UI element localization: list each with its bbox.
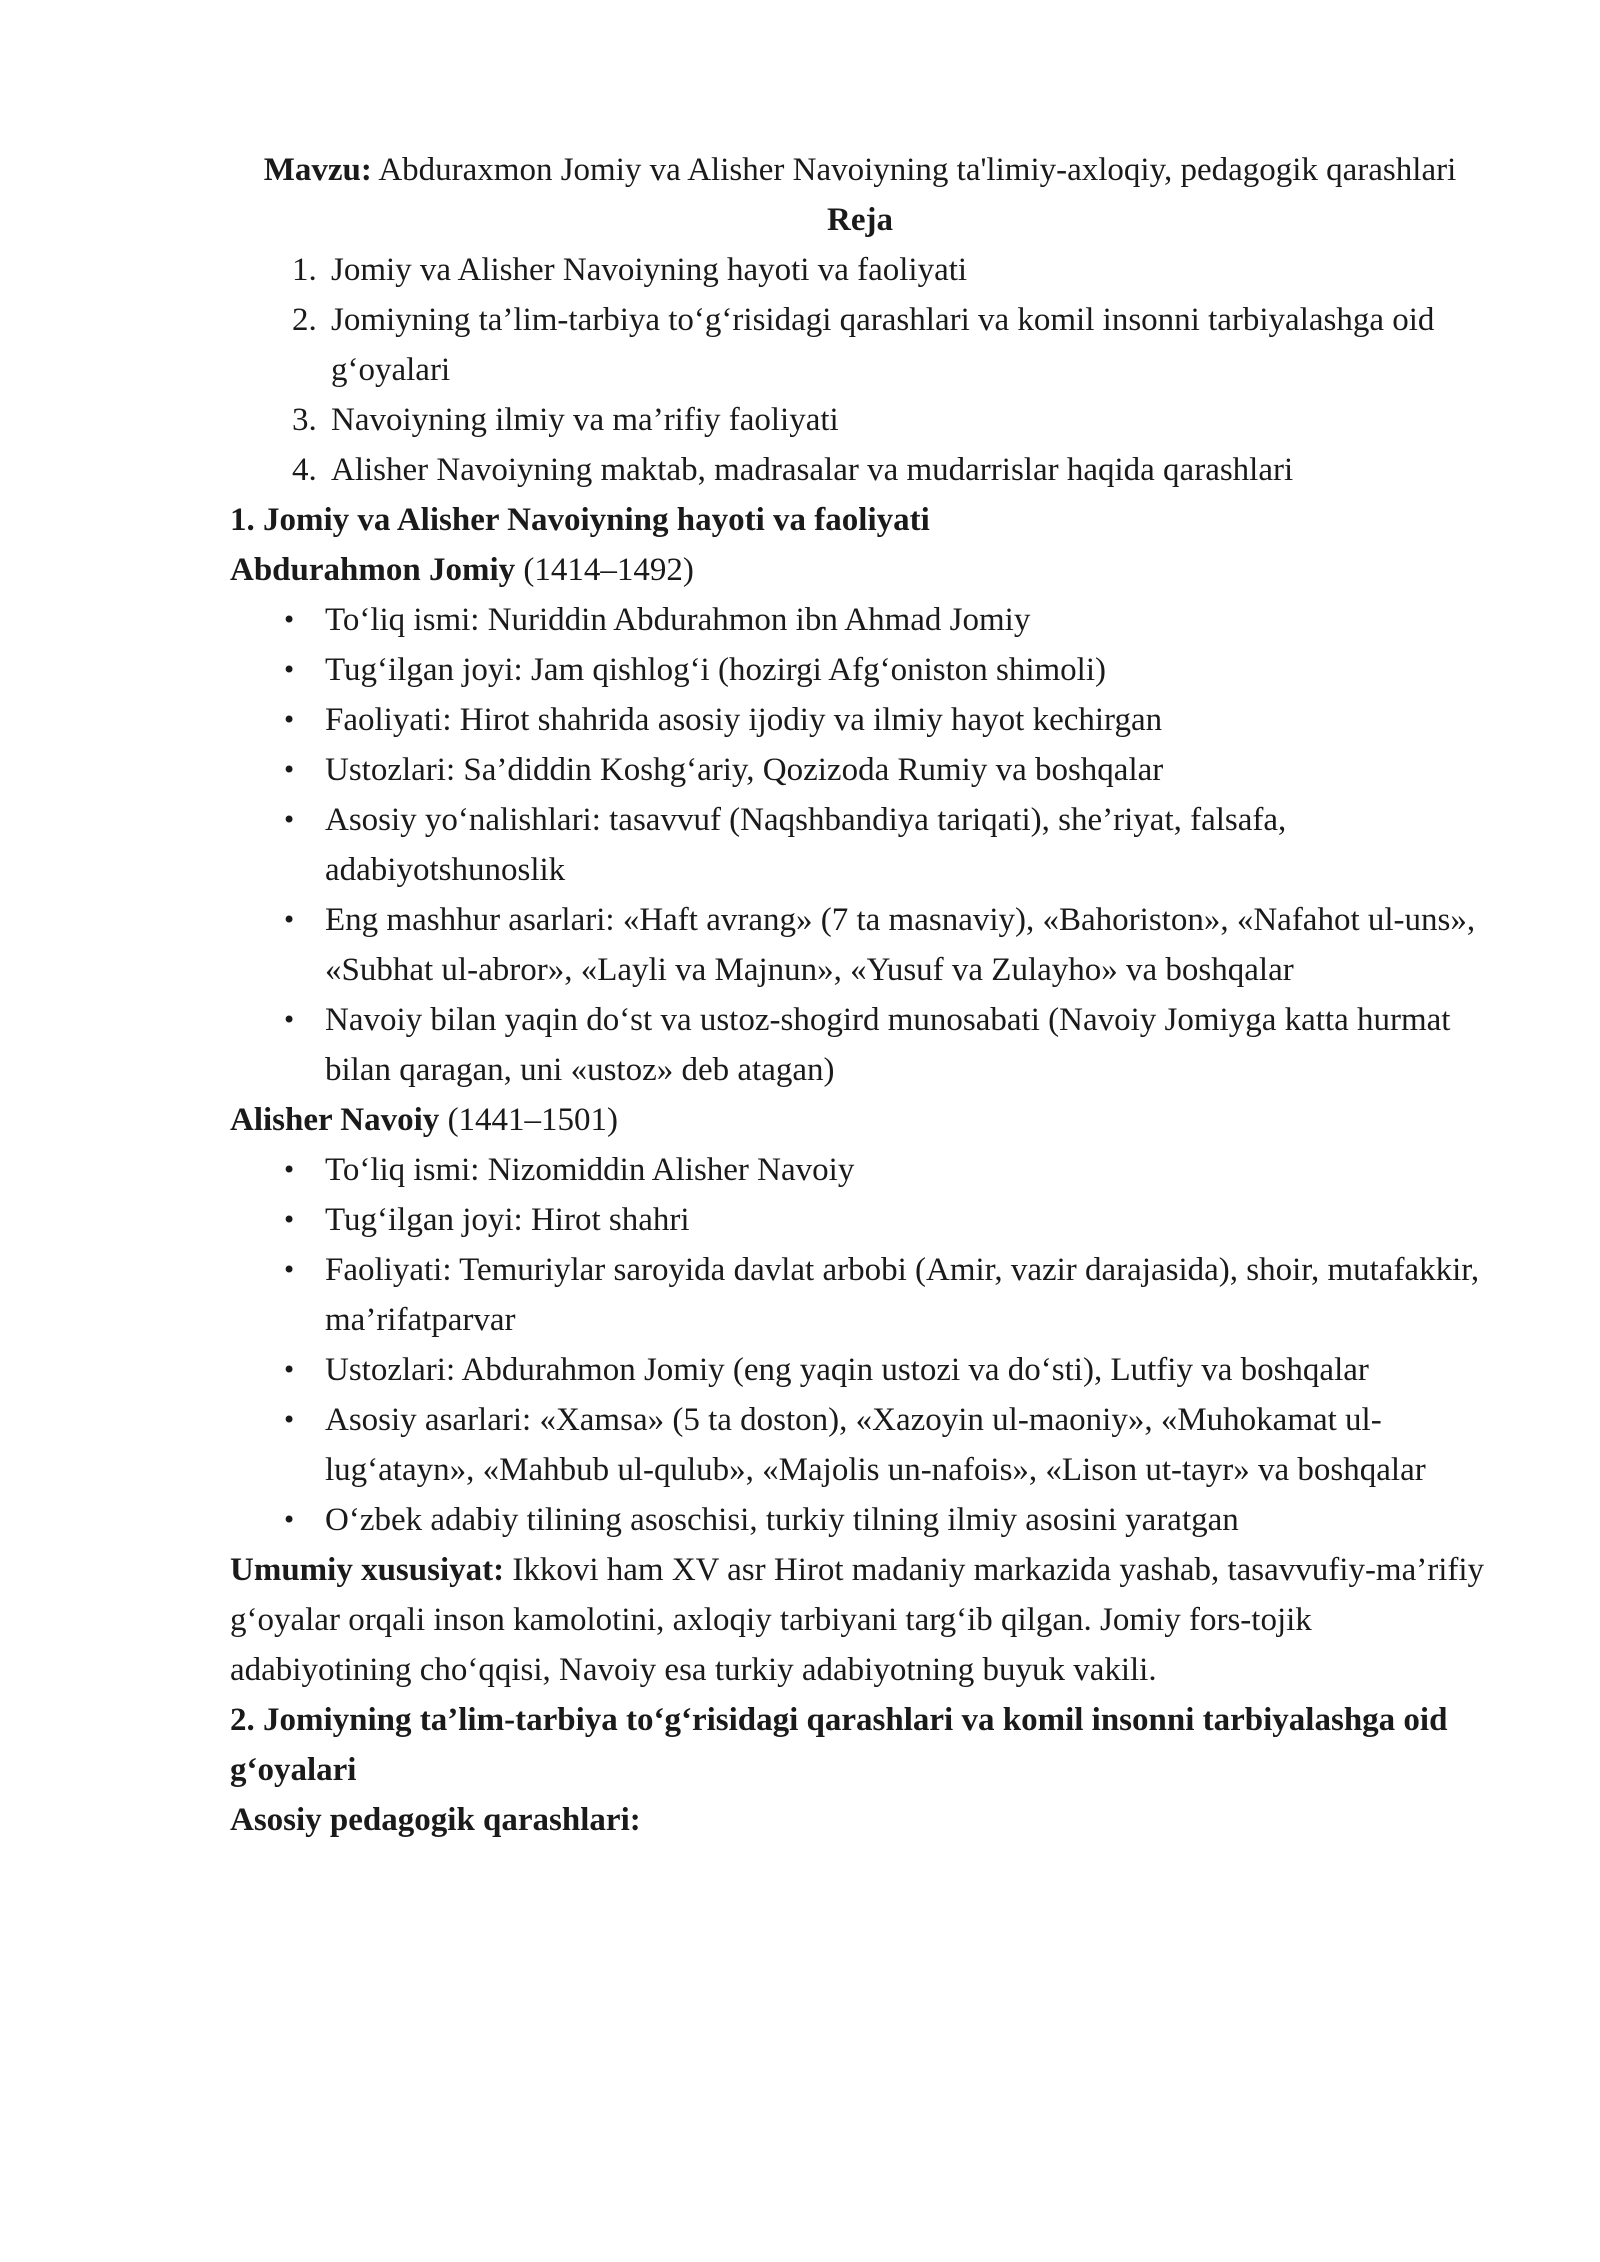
jomiy-years: (1414–1492): [515, 552, 694, 588]
list-item: • O‘zbek adabiy tilining asoschisi, turkiy tilning ilmiy asosini yaratgan: [325, 1495, 1490, 1545]
list-item: • Tug‘ilgan joyi: Jam qishlog‘i (hozirgi Afg‘oniston shimoli): [325, 645, 1490, 695]
document-body: [230, 145, 1490, 1845]
list-item: • Faoliyati: Temuriylar saroyida davlat arbobi (Amir, vazir darajasida), shoir, mutafakkir, ma’rifatparvar: [325, 1245, 1490, 1345]
section2-subheading: Asosiy pedagogik qarashlari:: [230, 1802, 641, 1838]
list-item: • Asosiy yo‘nalishlari: tasavvuf (Naqshbandiya tariqati), she’riyat, falsafa, adabiyotshunoslik: [325, 795, 1490, 895]
topic-text: Abduraxmon Jomiy va Alisher Navoiyning ta'limiy-axloqiy, pedagogik qarashlari: [371, 152, 1457, 188]
plan-item: 1. Jomiy va Alisher Navoiyning hayoti va faoliyati: [325, 245, 1490, 295]
jomiy-header: [230, 545, 1490, 595]
list-item: • Asosiy asarlari: «Xamsa» (5 ta doston), «Xazoyin ul-maoniy», «Muhokamat ul-lug‘atayn», «Mahbub ul-qulub», «Majolis un-nafois», «Lison ut-tayr» va boshqalar: [325, 1395, 1490, 1495]
list-item: • Ustozlari: Sa’diddin Koshg‘ariy, Qozizoda Rumiy va boshqalar: [325, 745, 1490, 795]
navoiy-header: [230, 1095, 1490, 1145]
plan-item: 3. Navoiyning ilmiy va ma’rifiy faoliyati: [325, 395, 1490, 445]
topic-label: Mavzu:: [263, 152, 372, 188]
plan-item: 2. Jomiyning ta’lim-tarbiya to‘g‘risidagi qarashlari va komil insonni tarbiyalashga oid g‘oyalari: [325, 295, 1490, 395]
navoiy-name: Alisher Navoiy: [230, 1102, 440, 1138]
navoiy-years: (1441–1501): [439, 1102, 619, 1138]
list-item: • To‘liq ismi: Nizomiddin Alisher Navoiy: [325, 1145, 1490, 1195]
summary-label: Umumiy xususiyat:: [230, 1552, 505, 1588]
plan-list: [230, 245, 1490, 495]
section2-heading: 2. Jomiyning ta’lim-tarbiya to‘g‘risidagi qarashlari va komil insonni tarbiyalashga oid g‘oyalari: [230, 1702, 1448, 1788]
list-item: • Ustozlari: Abdurahmon Jomiy (eng yaqin ustozi va do‘sti), Lutfiy va boshqalar: [325, 1345, 1490, 1395]
list-item: • Eng mashhur asarlari: «Haft avrang» (7 ta masnaviy), «Bahoriston», «Nafahot ul-uns», «Subhat ul-abror», «Layli va Majnun», «Yusuf va Zulayho» va boshqalar: [325, 895, 1490, 995]
plan-title: Reja: [827, 202, 893, 238]
list-item: • Faoliyati: Hirot shahrida asosiy ijodiy va ilmiy hayot kechirgan: [325, 695, 1490, 745]
summary-paragraph: [230, 1545, 1490, 1695]
section1-heading: 1. Jomiy va Alisher Navoiyning hayoti va faoliyati: [230, 502, 930, 538]
navoiy-facts-list: [230, 1145, 1490, 1545]
jomiy-name: Abdurahmon Jomiy: [230, 552, 516, 588]
list-item: • Navoiy bilan yaqin do‘st va ustoz-shogird munosabati (Navoiy Jomiyga katta hurmat bilan qaragan, uni «ustoz» deb atagan): [325, 995, 1490, 1095]
topic-line: [230, 145, 1490, 195]
jomiy-facts-list: [230, 595, 1490, 1095]
list-item: • Tug‘ilgan joyi: Hirot shahri: [325, 1195, 1490, 1245]
plan-item: 4. Alisher Navoiyning maktab, madrasalar va mudarrislar haqida qarashlari: [325, 445, 1490, 495]
list-item: • To‘liq ismi: Nuriddin Abdurahmon ibn Ahmad Jomiy: [325, 595, 1490, 645]
summary-text: Ikkovi ham XV asr Hirot madaniy markazida yashab, tasavvufiy-ma’rifiy g‘oyalar orqali inson kamolotini, axloqiy tarbiyani targ‘ib qilgan. Jomiy fors-tojik adabiyotining cho‘qqisi, Navoiy esa turkiy adabiyotning buyuk vakili.: [230, 1552, 1485, 1688]
